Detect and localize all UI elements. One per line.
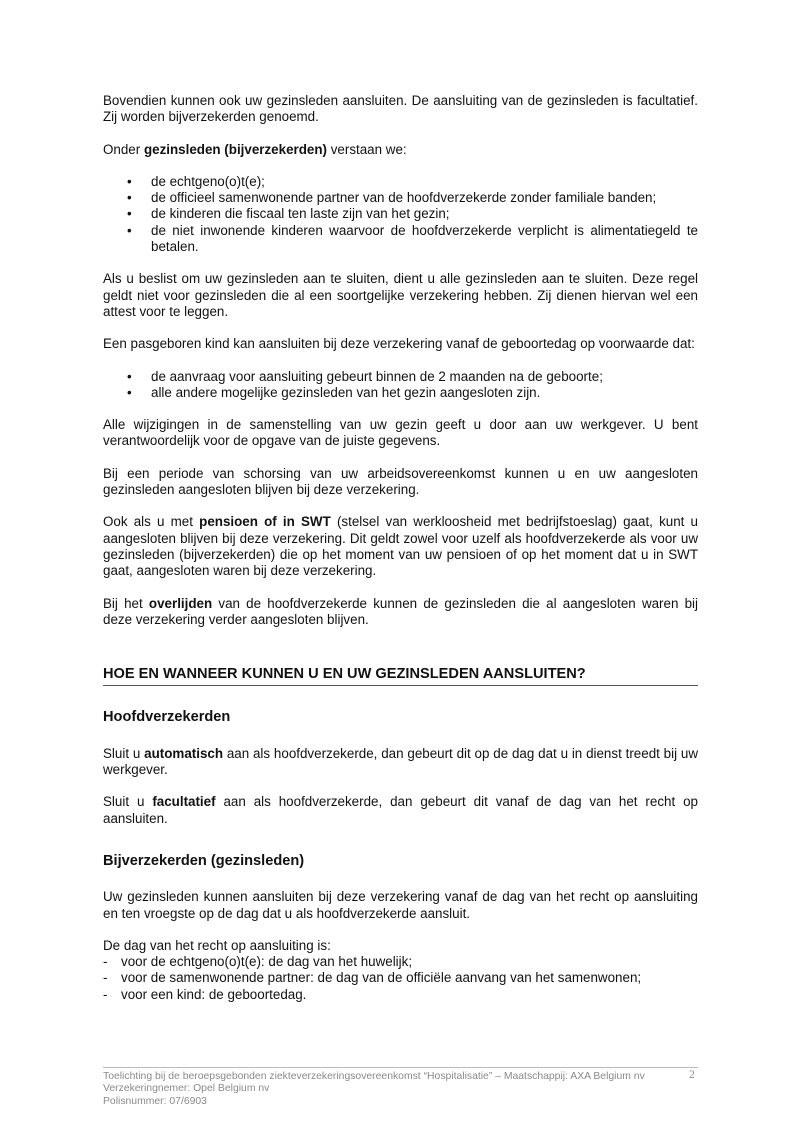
footer-line-2: Verzekeringnemer: Opel Belgium nv	[103, 1083, 270, 1095]
intro-paragraph-2	[103, 142, 698, 158]
intro-paragraph-8	[103, 596, 698, 629]
intro-paragraph-3: Als u beslist om uw gezinsleden aan te sluiten, dient u alle gezinsleden aan te sluiten. Deze regel geldt niet voor gezinsleden die al een soortgelijke verzekering hebben. Zij dienen hiervan wel een attest voor te leggen.	[103, 271, 698, 319]
footer-line-1: Toelichting bij de beroepsgebonden ziekteverzekeringsovereenkomst “Hospitalisatie” – Maatschappij: AXA Belgium nv	[103, 1071, 645, 1082]
intro-paragraph-2-text-end: verstaan we:	[327, 141, 407, 157]
co-insured-paragraph-1: Uw gezinsleden kunnen aansluiten bij deze verzekering vanaf de dag van het recht op aansluiting en ten vroegste op de dag dat u als hoofdverzekerde aansluit.	[103, 889, 698, 921]
list-item: • de kinderen die fiscaal ten laste zijn van het gezin;	[103, 206, 698, 222]
list-item: • de officieel samenwonende partner van de hoofdverzekerde zonder familiale banden;	[103, 190, 698, 206]
main-insured-paragraph-1-text-end: aan als hoofdverzekerde, dan gebeurt dit op de dag dat u in dienst treedt bij uw werkgever.	[103, 745, 699, 778]
list-item: • de niet inwonende kinderen waarvoor de hoofdverzekerde verplicht is alimentatiegeld te betalen.	[103, 223, 698, 256]
main-insured-paragraph-2-bold: facultatief	[152, 794, 216, 810]
main-insured-paragraph-1-text: Sluit u	[103, 745, 145, 761]
subheading-co-insured: Bijverzekerden (gezinsleden)	[103, 852, 305, 869]
main-insured-paragraph-1-bold: automatisch	[144, 745, 224, 761]
intro-paragraph-2-bold: gezinsleden (bijverzekerden)	[143, 141, 327, 157]
intro-paragraph-7-bold: pensioen of in SWT	[199, 514, 331, 530]
subheading-main-insured: Hoofdverzekerden	[103, 709, 231, 726]
intro-paragraph-6: Bij een periode van schorsing van uw arbeidsovereenkomst kunnen u en uw aangesloten gezinsleden aangesloten blijven bij deze verzekering.	[103, 465, 698, 498]
main-insured-paragraph-2-text: Sluit u	[103, 794, 153, 810]
intro-paragraph-7-text-end: (stelsel van werkloosheid met bedrijfstoeslag) gaat, kunt u aangesloten blijven bij deze verzekering. Dit geldt zowel voor uzelf als hoofdverzekerde als voor uw gezinsleden (bijverzekerden) die op het moment van uw pensioen of op het moment dat u in SWT gaat, aangesloten waren bij deze verzekering.	[103, 514, 699, 579]
document-page	[103, 93, 698, 1003]
main-insured-paragraph-2	[103, 794, 698, 827]
intro-paragraph-2-text: Onder	[103, 141, 144, 157]
list-item: • alle andere mogelijke gezinsleden van het gezin aangesloten zijn.	[103, 385, 698, 401]
definition-list	[103, 174, 698, 255]
intro-paragraph-7-text: Ook als u met	[103, 514, 200, 530]
co-insured-paragraph-2: De dag van het recht op aansluiting is:	[103, 937, 331, 953]
intro-paragraph-8-text-end: van de hoofdverzekerde kunnen de gezinsleden die al aangesloten waren bij deze verzekering verder aangesloten blijven.	[103, 595, 699, 627]
list-item: • de aanvraag voor aansluiting gebeurt binnen de 2 maanden na de geboorte;	[103, 369, 698, 385]
intro-paragraph-5: Alle wijzigingen in de samenstelling van uw gezin geeft u door aan uw werkgever. U bent verantwoordelijk voor de opgave van de juiste gegevens.	[103, 417, 698, 449]
intro-paragraph-8-bold: overlijden	[148, 595, 213, 611]
page-number: 2	[689, 1069, 695, 1081]
list-item: - voor de samenwonende partner: de dag van de officiële aanvang van het samenwonen;	[103, 970, 698, 986]
section-heading: HOE EN WANNEER KUNNEN U EN UW GEZINSLEDEN AANSLUITEN?	[103, 666, 698, 686]
footer-divider	[103, 1067, 698, 1068]
intro-paragraph-1: Bovendien kunnen ook uw gezinsleden aansluiten. De aansluiting van de gezinsleden is facultatief. Zij worden bijverzekerden genoemd.	[103, 93, 698, 125]
intro-paragraph-7	[103, 514, 698, 579]
page-footer	[103, 1071, 663, 1108]
footer-line-3: Polisnummer: 07/6903	[103, 1095, 207, 1107]
list-item: - voor een kind: de geboortedag.	[103, 987, 698, 1003]
list-item: - voor de echtgeno(o)t(e): de dag van het huwelijk;	[103, 954, 698, 970]
newborn-conditions-list	[103, 369, 698, 402]
main-insured-paragraph-2-text-end: aan als hoofdverzekerde, dan gebeurt dit vanaf de dag van het recht op aansluiten.	[103, 794, 699, 826]
list-item: • de echtgeno(o)t(e);	[103, 174, 698, 190]
intro-paragraph-4: Een pasgeboren kind kan aansluiten bij deze verzekering vanaf de geboortedag op voorwaarde dat:	[103, 336, 695, 352]
intro-paragraph-8-text: Bij het	[103, 595, 149, 611]
enrollment-date-list	[103, 954, 698, 1003]
main-insured-paragraph-1	[103, 746, 698, 779]
